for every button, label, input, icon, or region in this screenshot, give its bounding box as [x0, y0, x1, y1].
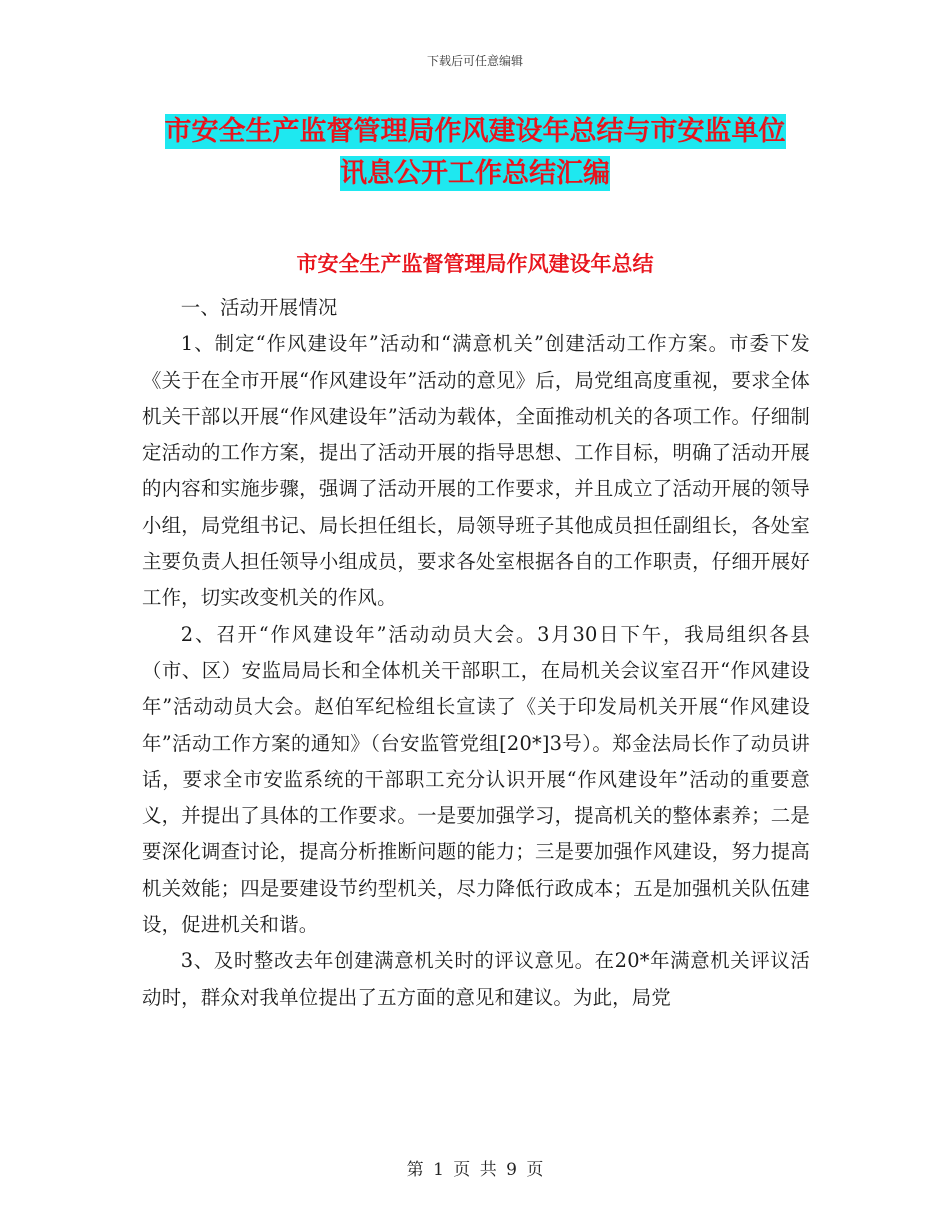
title-line-1-text: 市安全生产监督管理局作风建设年总结与市安监单位: [164, 116, 786, 147]
page-footer: 第 1 页 共 9 页: [406, 1160, 544, 1180]
paragraph-heading: 一、活动开展情况: [180, 296, 338, 319]
title-line-2-text: 讯息公开工作总结汇编: [340, 158, 610, 189]
paragraph: 1、制定“作风建设年”活动和“满意机关”创建活动工作方案。市委下发《关于在全市开展“作风建设年”活动的意见》后，局党组高度重视，要求全体机关干部以开展“作风建设年”活动为载体，全面推动机关的各项工作。仔细制定活动的工作方案，提出了活动开展的指导思想、工作目标，明确了活动开展的内容和实施步骤，强调了活动开展的工作要求，并且成立了活动开展的领导小组，局党组书记、局长担任组长，局领导班子其他成员担任副组长，各处室主要负责人担任领导小组成员，要求各处室根据各自的工作职责，仔细开展好工作，切实改变机关的作风。: [142, 332, 810, 610]
header-note: 下载后可任意编辑: [426, 54, 523, 68]
paragraph: 2、召开“作风建设年”活动动员大会。3月30日下午，我局组织各县（市、区）安监局局长和全体机关干部职工，在局机关会议室召开“作风建设年”活动动员大会。赵伯军纪检组长宣读了《关于印发局机关开展“作风建设年”活动工作方案的通知》（台安监管党组[20*]3号）。郑金法局长作了动员讲话，要求全市安监系统的干部职工充分认识开展“作风建设年”活动的重要意义，并提出了具体的工作要求。一是要加强学习，提高机关的整体素养；二是要深化调查讨论，提高分析推断问题的能力；三是要加强作风建设，努力提高机关效能；四是要建设节约型机关，尽力降低行政成本；五是加强机关队伍建设，促进机关和谐。: [142, 622, 810, 937]
paragraph: 3、及时整改去年创建满意机关时的评议意见。在20*年满意机关评议活动时，群众对我单位提出了五方面的意见和建议。为此，局党: [142, 949, 810, 1009]
document-title-line-2: [0, 154, 950, 194]
section-title: 市安全生产监督管理局作风建设年总结: [296, 252, 654, 276]
document-body: [142, 290, 810, 1016]
document-title-line-1: [0, 112, 950, 152]
